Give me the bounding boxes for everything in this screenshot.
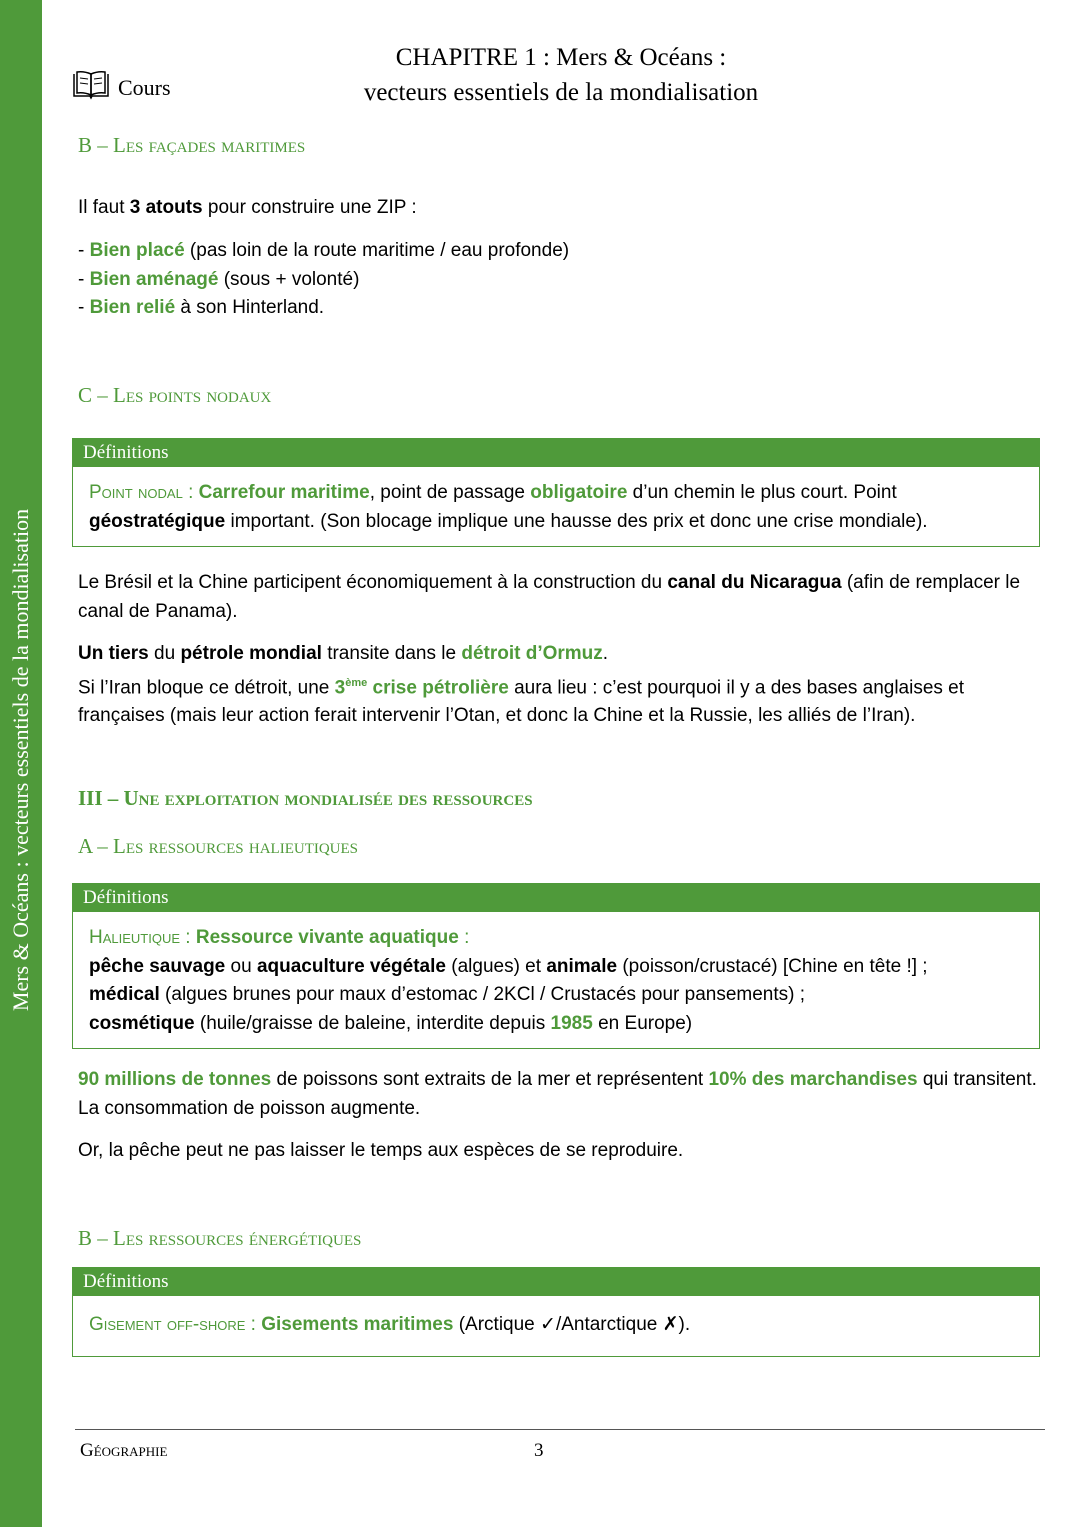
section-b-facades: B – Les façades maritimes [78,133,306,157]
page-title [300,40,822,110]
definitions-header: Définitions [73,439,1039,467]
definition-body: Halieutique : Ressource vivante aquatique : pêche sauvage ou aquaculture végétale (algues) et animale (poisson/crustacé) [Chine en tête !] ; médical (algues brunes pour maux d’estomac / 2KCl / Crustacés pour pansements) ; cosmétique (huile/graisse de baleine, interdite depuis 1985 en Europe) [89,927,928,1034]
definitions-header: Définitions [73,1268,1039,1296]
zip-intro: Il faut 3 atouts pour construire une ZIP : [78,197,417,218]
title-line-2: vecteurs essentiels de la mondialisation [363,79,759,106]
ormuz-paragraph: Un tiers du pétrole mondial transite dans le détroit d’Ormuz. Si l’Iran bloque ce détroit, une 3ème crise pétrolière aura lieu : c’est pourquoi il y a des bases anglaises et françaises (mais leur action ferait intervenir l’Otan, et donc la Chine et la Russie, les alliés de l’Iran). [78,643,965,727]
list-item: - Bien aménagé (sous + volonté) [78,268,360,290]
definition-box-gisement [72,1267,1040,1357]
section-b-energetiques: B – Les ressources énergétiques [78,1226,362,1250]
title-line-1: CHAPITRE 1 : Mers & Océans : [395,44,727,71]
definition-box-halieutique [72,883,1040,1049]
footer-divider [75,1429,1045,1430]
book-icon [72,70,110,106]
sidebar-band [0,0,42,1527]
list-item: - Bien placé (pas loin de la route maritime / eau profonde) [78,240,570,261]
cours-text: Cours [118,75,171,100]
section-a-halieutiques: A – Les ressources halieutiques [78,834,359,858]
section-c-points-nodaux: C – Les points nodaux [78,383,272,407]
definition-body: Point nodal : Carrefour maritime, point de passage obligatoire d’un chemin le plus court. Point géostratégique important. (Son blocage implique une hausse des prix et donc une crise mondiale). [89,482,928,532]
sidebar-chapter-title: Mers & Océans : vecteurs essentiels de la mondialisation [8,508,33,1012]
footer-subject: Géographie [80,1440,168,1461]
definitions-header: Définitions [73,884,1039,912]
cours-label [72,70,171,106]
definition-box-point-nodal [72,438,1040,547]
section-iii-exploitation: III – Une exploitation mondialisée des ressources [78,786,533,810]
fish-paragraph: 90 millions de tonnes de poissons sont extraits de la mer et représentent 10% des marchandises qui transitent. La consommation de poisson augmente. [78,1069,1037,1119]
definition-body: Gisement off-shore : Gisements maritimes (Arctique ✓/Antarctique ✗). [89,1314,691,1335]
page-number: 3 [534,1440,544,1461]
list-item: - Bien relié à son Hinterland. [78,297,325,318]
zip-list [78,237,1038,323]
nicaragua-paragraph: Le Brésil et la Chine participent économiquement à la construction du canal du Nicaragua (afin de remplacer le canal de Panama). [78,572,1021,622]
fish-paragraph-2: Or, la pêche peut ne pas laisser le temps aux espèces de se reproduire. [78,1140,684,1161]
